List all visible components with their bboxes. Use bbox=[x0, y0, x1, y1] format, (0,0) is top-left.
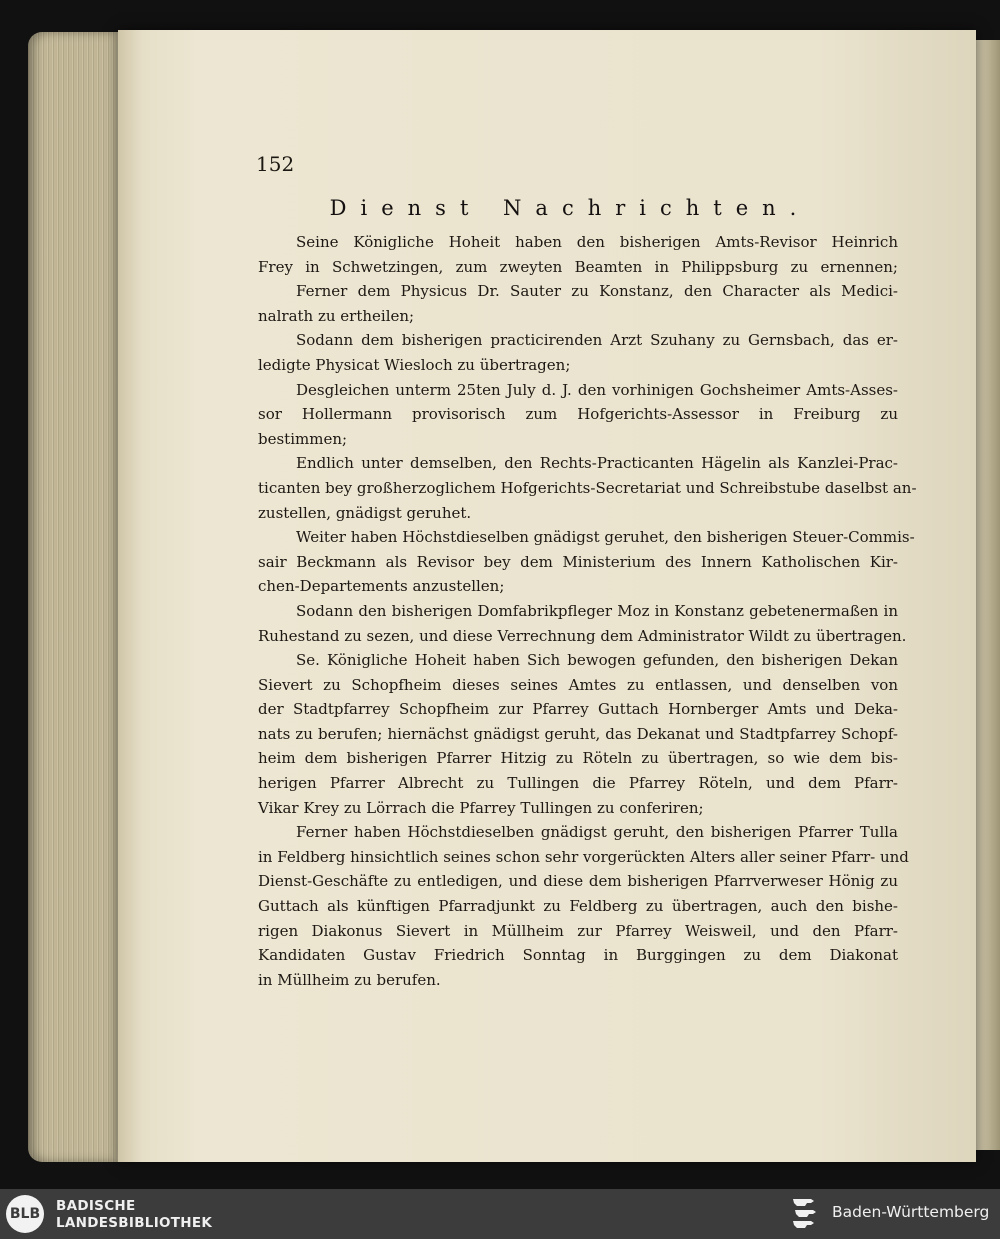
text-line: sor Hollermann provisorisch zum Hofgerichts-Assessor in Freiburg zu bbox=[258, 405, 898, 424]
library-name-line1: BADISCHE bbox=[56, 1198, 136, 1214]
text-line: rigen Diakonus Sievert in Müllheim zur Pfarrey Weisweil, und den Pfarr- bbox=[258, 921, 898, 940]
text-line: der Stadtpfarrey Schopfheim zur Pfarrey Guttach Hornberger Amts und Deka- bbox=[258, 700, 898, 719]
text-line: Frey in Schwetzingen, zum zweyten Beamten in Philippsburg zu ernennen; bbox=[258, 257, 898, 276]
text-line: Ruhestand zu sezen, und diese Verrechnung dem Administrator Wildt zu übertragen. bbox=[258, 626, 907, 645]
text-line: nalrath zu ertheilen; bbox=[258, 306, 415, 325]
page-heading: Dienst Nachrichten. bbox=[329, 196, 811, 220]
text-line: Vikar Krey zu Lörrach die Pfarrey Tullingen zu conferiren; bbox=[258, 798, 704, 817]
text-line: nats zu berufen; hiernächst gnädigst geruht, das Dekanat und Stadtpfarrey Schopf- bbox=[258, 724, 898, 743]
text-line: heim dem bisherigen Pfarrer Hitzig zu Röteln zu übertragen, so wie dem bis- bbox=[258, 749, 898, 768]
text-line: Sievert zu Schopfheim dieses seines Amtes zu entlassen, und denselben von bbox=[258, 675, 898, 694]
text-line: Sodann dem bisherigen practicirenden Arzt Szuhany zu Gernsbach, das er- bbox=[296, 331, 898, 350]
text-line: ticanten bey großherzoglichem Hofgerichts-Secretariat und Schreibstube daselbst an- bbox=[258, 478, 917, 497]
text-line: bestimmen; bbox=[258, 429, 348, 448]
library-name-line2: LANDESBIBLIOTHEK bbox=[56, 1215, 213, 1231]
text-line: Weiter haben Höchstdieselben gnädigst geruhet, den bisherigen Steuer-Commis- bbox=[296, 528, 915, 547]
text-line: Kandidaten Gustav Friedrich Sonntag in Burggingen zu dem Diakonat bbox=[258, 946, 898, 965]
text-line: in Feldberg hinsichtlich seines schon sehr vorgerückten Alters aller seiner Pfarr- und bbox=[258, 847, 909, 866]
text-line: chen-Departements anzustellen; bbox=[258, 577, 505, 596]
footer-bar bbox=[0, 1189, 1000, 1239]
body-text bbox=[258, 230, 917, 992]
text-line: Seine Königliche Hoheit haben den bisherigen Amts-Revisor Heinrich bbox=[296, 233, 898, 251]
baden-wuerttemberg-lions-icon bbox=[790, 1195, 820, 1233]
text-line: sair Beckmann als Revisor bey dem Ministerium des Innern Katholischen Kir- bbox=[258, 552, 898, 571]
text-line: Se. Königliche Hoheit haben Sich bewogen gefunden, den bisherigen Dekan bbox=[296, 651, 898, 670]
text-line: herigen Pfarrer Albrecht zu Tullingen die Pfarrey Röteln, und dem Pfarr- bbox=[258, 774, 898, 793]
blb-logo-icon[interactable]: BLB bbox=[6, 1195, 44, 1233]
text-line: Dienst-Geschäfte zu entledigen, und diese dem bisherigen Pfarrverweser Hönig zu bbox=[258, 872, 898, 891]
baden-wuerttemberg-label[interactable]: Baden-Württemberg bbox=[832, 1203, 990, 1221]
text-line: Sodann den bisherigen Domfabrikpfleger Moz in Konstanz gebetenermaßen in bbox=[296, 601, 898, 620]
text-line: Guttach als künftigen Pfarradjunkt zu Feldberg zu übertragen, auch den bishe- bbox=[258, 897, 898, 916]
text-line: Endlich unter demselben, den Rechts-Practicanten Hägelin als Kanzlei-Prac- bbox=[296, 454, 898, 473]
text-line: Ferner haben Höchstdieselben gnädigst geruht, den bisherigen Pfarrer Tulla bbox=[296, 823, 898, 842]
text-line: Desgleichen unterm 25ten July d. J. den vorhinigen Gochsheimer Amts-Asses- bbox=[296, 380, 898, 399]
text-line: in Müllheim zu berufen. bbox=[258, 970, 441, 989]
text-line: ledigte Physicat Wiesloch zu übertragen; bbox=[258, 355, 571, 374]
page-number: 152 bbox=[256, 152, 295, 176]
text-line: Ferner dem Physicus Dr. Sauter zu Konstanz, den Character als Medici- bbox=[296, 282, 898, 301]
library-name[interactable] bbox=[56, 1198, 212, 1232]
text-line: zustellen, gnädigst geruhet. bbox=[258, 503, 472, 522]
